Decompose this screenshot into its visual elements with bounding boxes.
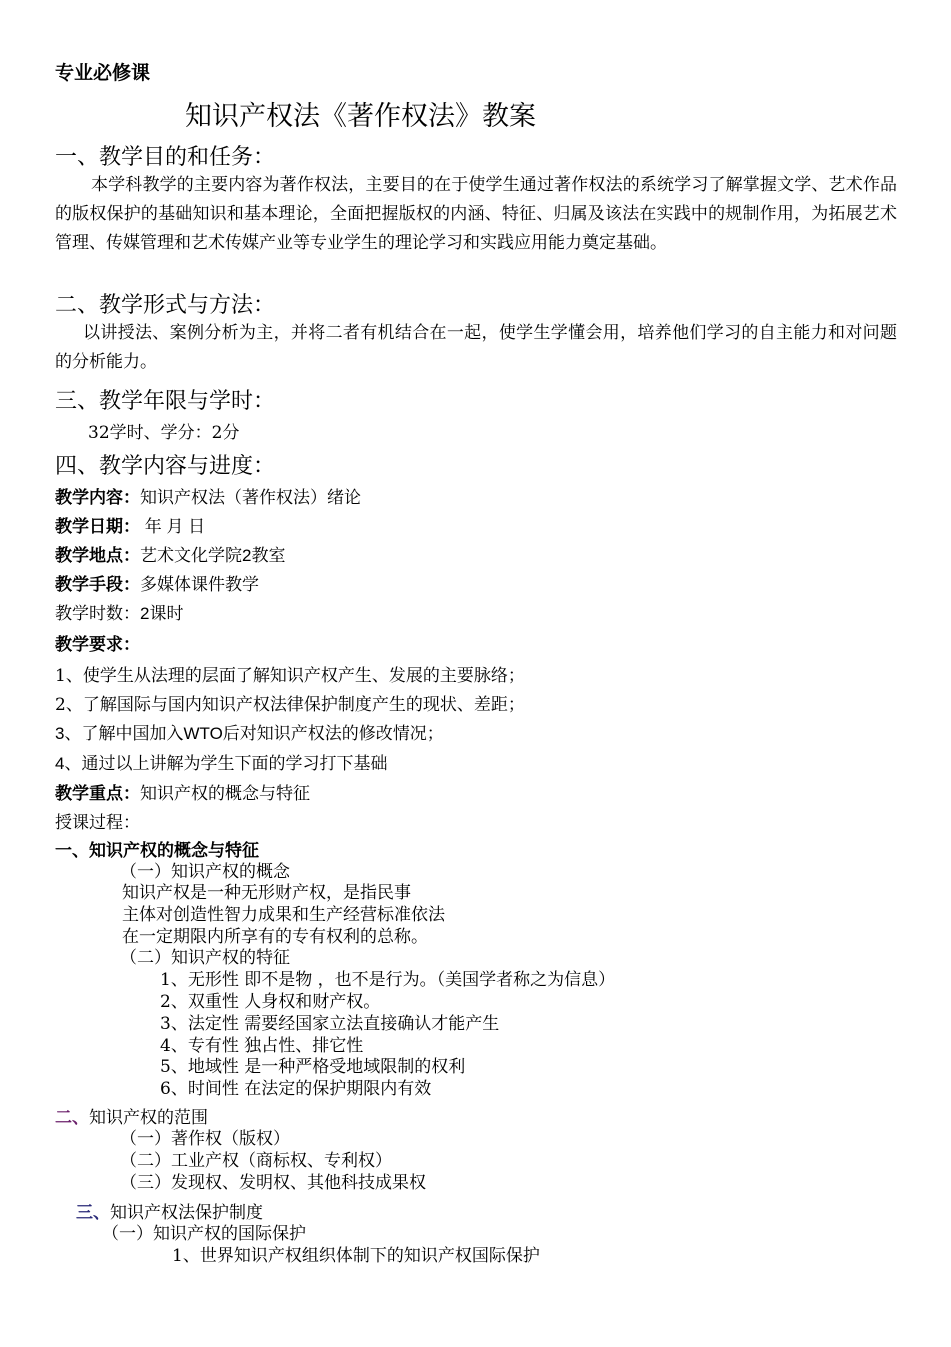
feature-item: 6、时间性 在法定的保护期限内有效: [160, 1079, 432, 1099]
info-hours-value: 2课时: [140, 604, 184, 623]
section-heading-hours: 三、教学年限与学时：: [55, 388, 276, 413]
section-body-hours: 32学时、学分：2分: [88, 423, 240, 443]
part3-mark: 三、: [76, 1203, 110, 1222]
part3-sub1: （一）知识产权的国际保护: [102, 1224, 306, 1244]
feature-item: 5、地域性 是一种严格受地域限制的权利: [160, 1057, 466, 1077]
requirement-item: 3、了解中国加入WTO后对知识产权法的修改情况；: [55, 724, 444, 743]
part2-mark: 二、: [55, 1108, 89, 1127]
requirement-item: 2、了解国际与国内知识产权法律保护制度产生的现状、差距；: [55, 695, 525, 715]
teaching-focus-label: 教学重点：: [55, 784, 140, 803]
scope-item: （二）工业产权（商标权、专利权）: [120, 1151, 392, 1171]
feature-item: 4、专有性 独占性、排它性: [160, 1036, 364, 1056]
process-label: 授课过程：: [55, 813, 140, 832]
part1-sub1: （一）知识产权的概念: [120, 862, 290, 882]
section-heading-method: 二、教学形式与方法：: [55, 292, 276, 317]
requirement-item: 4、通过以上讲解为学生下面的学习打下基础: [55, 754, 388, 773]
part1-heading: 一、知识产权的概念与特征: [55, 841, 259, 860]
info-place-value: 艺术文化学院2教室: [140, 546, 286, 565]
course-category: 专业必修课: [55, 63, 151, 84]
section-heading-content: 四、教学内容与进度：: [55, 453, 276, 478]
definition-line: 在一定期限内所享有的专有权利的总称。: [122, 927, 428, 947]
section-body-method: 以讲授法、案例分析为主，并将二者有机结合在一起，使学生学懂会用，培养他们学习的自主能力和对问题的分析能力。: [55, 323, 897, 372]
info-content: [55, 483, 361, 508]
part3-heading: [76, 1198, 263, 1223]
info-date-label: 教学日期：: [55, 517, 140, 536]
definition-line: 主体对创造性智力成果和生产经营标准依法: [122, 905, 445, 925]
feature-item: 3、法定性 需要经国家立法直接确认才能产生: [160, 1014, 500, 1034]
feature-item: 2、双重性 人身权和财产权。: [160, 992, 381, 1012]
definition-line: 知识产权是一种无形财产权，是指民事: [122, 883, 411, 903]
part2-heading: [55, 1103, 208, 1128]
info-means-label: 教学手段：: [55, 575, 140, 594]
teaching-focus-value: 知识产权的概念与特征: [140, 784, 310, 804]
info-means-value: 多媒体课件教学: [140, 575, 259, 594]
info-means: [55, 570, 259, 595]
scope-item: （三）发现权、发明权、其他科技成果权: [120, 1173, 426, 1193]
info-requirements-label: 教学要求：: [55, 635, 140, 654]
info-place-label: 教学地点：: [55, 546, 140, 565]
document-title: 知识产权法《著作权法》教案: [185, 101, 536, 131]
info-content-value: 知识产权法（著作权法）绪论: [140, 488, 361, 507]
section-heading-purpose: 一、教学目的和任务：: [55, 144, 276, 169]
teaching-focus: [55, 779, 310, 804]
part3-heading-text: 知识产权法保护制度: [110, 1203, 263, 1223]
info-hours: [55, 599, 183, 624]
info-date: [55, 512, 205, 537]
requirement-item: 1、使学生从法理的层面了解知识产权产生、发展的主要脉络；: [55, 666, 525, 686]
info-place: [55, 541, 285, 566]
section-body-purpose: 本学科教学的主要内容为著作权法，主要目的在于使学生通过著作权法的系统学习了解掌握文学、艺术作品的版权保护的基础知识和基本理论，全面把握版权的内涵、特征、归属及该法在实践中的规制作用，为拓展艺术管理、传媒管理和艺术传媒产业等专业学生的理论学习和实践应用能力奠定基础。: [55, 175, 897, 253]
part1-sub2: （二）知识产权的特征: [120, 948, 290, 968]
part2-heading-text: 知识产权的范围: [89, 1108, 208, 1128]
scope-item: （一）著作权（版权）: [120, 1129, 290, 1149]
part3-item1: 1、世界知识产权组织体制下的知识产权国际保护: [172, 1246, 540, 1266]
feature-item: 1、无形性 即不是物 ，也不是行为。（美国学者称之为信息）: [160, 970, 616, 990]
info-content-label: 教学内容：: [55, 488, 140, 507]
info-date-value: 年 月 日: [140, 517, 206, 536]
info-hours-label: 教学时数：: [55, 604, 140, 623]
